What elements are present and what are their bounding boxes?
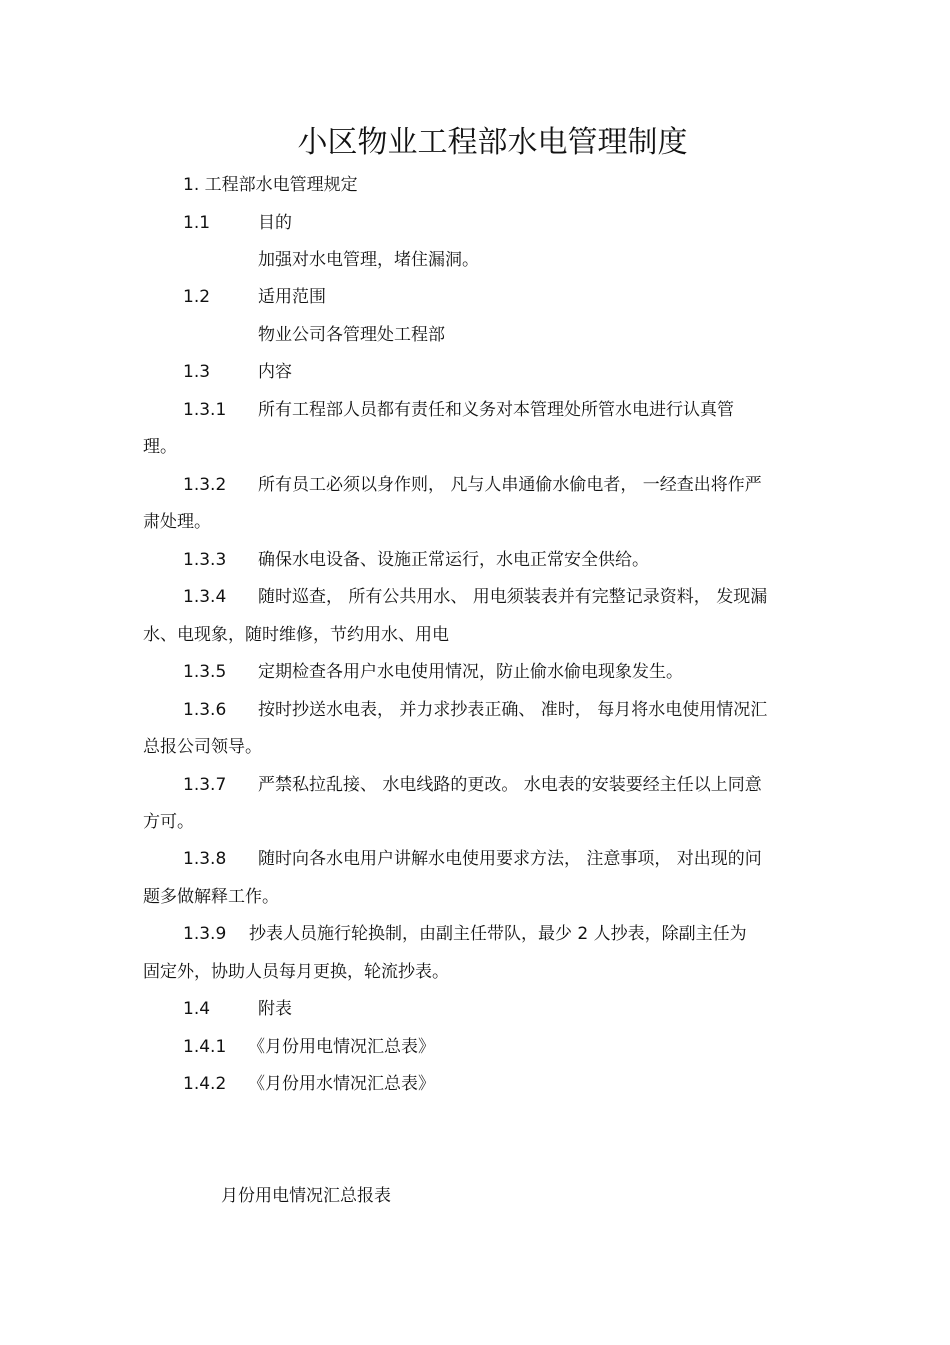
section-1-3-1-number: 1.3.1 [183, 400, 227, 420]
section-1-4-1-number: 1.4.1 [183, 1037, 227, 1057]
section-1-3-8-text: 随时向各水电用户讲解水电使用要求方法， 注意事项， 对出现的问 [258, 849, 762, 869]
section-1-4-1-text: 《月份用电情况汇总表》 [248, 1037, 435, 1057]
section-1-4-number: 1.4 [183, 999, 211, 1019]
section-1-1-body: 加强对水电管理，堵住漏洞。 [258, 250, 479, 270]
section-1-1-title: 目的 [258, 213, 292, 233]
section-1-4-title: 附表 [258, 999, 292, 1019]
section-1-1-number: 1.1 [183, 213, 211, 233]
section-1-3-1-continuation: 理。 [143, 437, 177, 457]
section-1-3-6-text: 按时抄送水电表， 并力求抄表正确、 准时， 每月将水电使用情况汇 [258, 700, 768, 720]
section-1-2-body: 物业公司各管理处工程部 [258, 325, 445, 345]
section-1-3-9-continuation: 固定外，协助人员每月更换，轮流抄表。 [143, 962, 449, 982]
section-1-3-2-text: 所有员工必须以身作则， 凡与人串通偷水偷电者， 一经查出将作严 [258, 475, 762, 495]
section-1-3-6-continuation: 总报公司领导。 [143, 737, 262, 757]
section-1-3-5-text: 定期检查各用户水电使用情况，防止偷水偷电现象发生。 [258, 662, 683, 682]
section-1-4-2-number: 1.4.2 [183, 1074, 227, 1094]
section-1-3-2-number: 1.3.2 [183, 475, 227, 495]
electricity-summary-heading: 月份用电情况汇总报表 [221, 1186, 391, 1206]
section-1-2-number: 1.2 [183, 287, 211, 307]
section-1-heading: 1. 工程部水电管理规定 [183, 175, 358, 195]
section-1-3-7-continuation: 方可。 [143, 812, 194, 832]
section-1-2-title: 适用范围 [258, 287, 326, 307]
section-1-3-2-continuation: 肃处理。 [143, 512, 211, 532]
section-1-3-7-text: 严禁私拉乱接、 水电线路的更改。 水电表的安装要经主任以上同意 [258, 775, 762, 795]
section-1-3-9-number: 1.3.9 [183, 924, 227, 944]
section-1-3-4-continuation: 水、电现象，随时维修，节约用水、用电 [143, 625, 449, 645]
section-1-3-3-text: 确保水电设备、设施正常运行，水电正常安全供给。 [258, 550, 649, 570]
document-title: 小区物业工程部水电管理制度 [297, 125, 688, 160]
section-1-3-9-text: 抄表人员施行轮换制，由副主任带队，最少 2 人抄表，除副主任为 [249, 924, 747, 944]
section-1-3-8-continuation: 题多做解释工作。 [143, 887, 279, 907]
section-1-3-3-number: 1.3.3 [183, 550, 227, 570]
section-1-3-6-number: 1.3.6 [183, 700, 227, 720]
section-1-3-1-text: 所有工程部人员都有责任和义务对本管理处所管水电进行认真管 [258, 400, 734, 420]
section-1-3-7-number: 1.3.7 [183, 775, 227, 795]
section-1-3-5-number: 1.3.5 [183, 662, 227, 682]
section-1-3-4-text: 随时巡查， 所有公共用水、 用电须装表并有完整记录资料， 发现漏 [258, 587, 768, 607]
section-1-3-8-number: 1.3.8 [183, 849, 227, 869]
section-1-4-2-text: 《月份用水情况汇总表》 [248, 1074, 435, 1094]
section-1-3-number: 1.3 [183, 362, 211, 382]
section-1-3-title: 内容 [258, 362, 292, 382]
section-1-3-4-number: 1.3.4 [183, 587, 227, 607]
